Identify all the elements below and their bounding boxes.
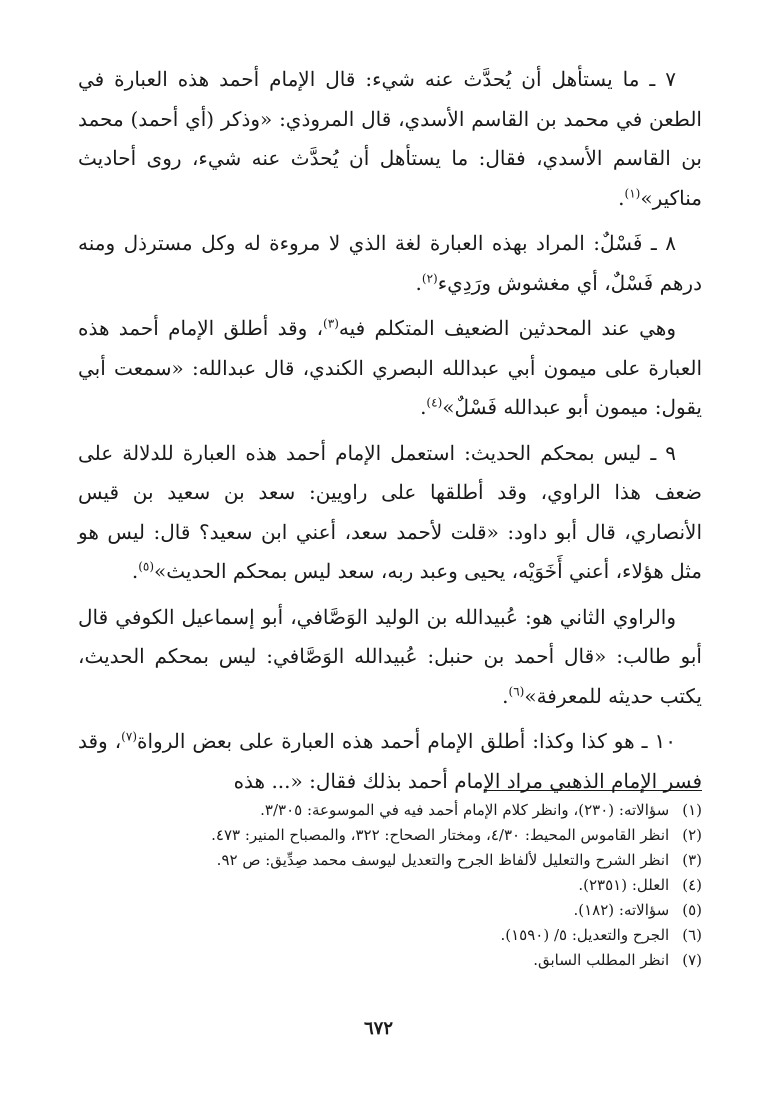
footnote-ref[interactable]: (٥) — [138, 559, 155, 574]
paragraph-text: ٩ ـ ليس بمحكم الحديث: استعمل الإمام أحمد هذه العبارة للدلالة على ضعف هذا الراوي، وقد أطلقها على راويين: سعد بن سعيد بن قيس الأنصاري، قال أبو داود: «قلت لأحمد سعد، أعني ابن سعيد؟ قال: ليس هو مثل هؤلاء، أعني أَخَوَيْه، يحيى وعبد ربه، سعد ليس بمحكم الحديث» — [78, 440, 702, 583]
paragraph-text: . — [618, 185, 625, 210]
footnote-item — [78, 948, 702, 973]
footnote-item — [78, 923, 702, 948]
footnote-number: (٤) — [682, 876, 702, 894]
paragraph-text: ، وقد فسر الإمام الذهبي مراد الإمام أحمد بذلك فقال: «... هذه — [78, 729, 702, 793]
footnote-divider — [484, 790, 702, 791]
footnote-text: انظر الشرح والتعليل لألفاظ الجرح والتعديل ليوسف محمد صِدِّيق: ص ٩٢. — [216, 851, 670, 869]
paragraph-text: والراوي الثاني هو: عُبيدالله بن الوليد الوَصَّافي، أبو إسماعيل الكوفي قال أبو طالب: «قال أحمد بن حنبل: عُبيدالله الوَصَّافي: ليس بمحكم الحديث، يكتب حديثه للمعرفة» — [78, 604, 702, 708]
footnote-ref[interactable]: (٢) — [421, 270, 438, 285]
footnote-ref[interactable]: (٣) — [323, 316, 339, 331]
footnote-ref[interactable]: (١) — [624, 185, 641, 200]
footnote-number: (٥) — [682, 901, 702, 919]
footnote-item — [78, 798, 702, 823]
footnote-text: انظر القاموس المحيط: ٤/٣٠، ومختار الصحاح: ٣٢٢، والمصباح المنير: ٤٧٣. — [211, 826, 670, 844]
footnote-number: (٢) — [682, 826, 702, 844]
paragraph-text: ، وقد أطلق الإمام أحمد هذه العبارة على ميمون أبي عبدالله البصري الكندي، قال عبدالله: «سمعت أبي يقول: ميمون أبو عبدالله فَسْلٌ» — [78, 316, 702, 419]
paragraph-text: ١٠ ـ هو كذا وكذا: أطلق الإمام أحمد هذه العبارة على بعض الرواة — [137, 729, 676, 753]
footnote-text: سؤالاته: (١٨٢). — [573, 901, 670, 919]
footnote-ref[interactable]: (٦) — [508, 683, 525, 698]
footnotes-section — [78, 798, 702, 973]
footnote-number: (٣) — [682, 851, 702, 869]
footnote-number: (٧) — [682, 951, 702, 969]
footnote-item — [78, 898, 702, 923]
body-text — [78, 60, 702, 801]
paragraph-item-7 — [78, 60, 702, 218]
paragraph-text: . — [420, 395, 427, 419]
footnote-item — [78, 823, 702, 848]
footnote-text: العلل: (٢٣٥١). — [578, 876, 670, 894]
paragraph-fasl-usage — [78, 309, 702, 428]
paragraph-text: وهي عند المحدثين الضعيف المتكلم فيه — [338, 316, 677, 340]
footnote-number: (٦) — [682, 926, 702, 944]
footnote-item — [78, 848, 702, 873]
footnote-text: انظر المطلب السابق. — [533, 951, 670, 969]
footnote-item — [78, 873, 702, 898]
footnote-ref[interactable]: (٤) — [426, 395, 443, 410]
footnote-ref[interactable]: (٧) — [121, 729, 137, 744]
paragraph-item-8 — [78, 224, 702, 303]
paragraph-text: ٨ ـ فَسْلٌ: المراد بهذه العبارة لغة الذي لا مروءة له وكل مسترذل ومنه درهم فَسْلٌ، أي مغشوش ورَدِيء — [78, 231, 702, 295]
footnote-text: الجرح والتعديل: ٥/ (١٥٩٠). — [500, 926, 670, 944]
footnote-text: سؤالاته: (٢٣٠)، وانظر كلام الإمام أحمد فيه في الموسوعة: ٣/٣٠٥. — [260, 801, 670, 819]
paragraph-text: . — [415, 270, 422, 295]
paragraph-text: . — [502, 683, 509, 708]
footnote-number: (١) — [682, 801, 702, 819]
paragraph-text: . — [131, 559, 139, 583]
paragraph-second-narrator — [78, 598, 702, 717]
paragraph-item-9 — [78, 434, 702, 592]
paragraph-text: ٧ ـ ما يستأهل أن يُحدَّث عنه شيء: قال الإمام أحمد هذه العبارة في الطعن في محمد بن القاسم الأسدي، قال المروذي: «وذكر (أي أحمد) محمد بن القاسم الأسدي، فقال: ما يستأهل أن يُحدَّث عنه شيء، روى أحاديث مناكير» — [78, 67, 702, 210]
page-number: ٦٧٢ — [363, 1018, 393, 1039]
